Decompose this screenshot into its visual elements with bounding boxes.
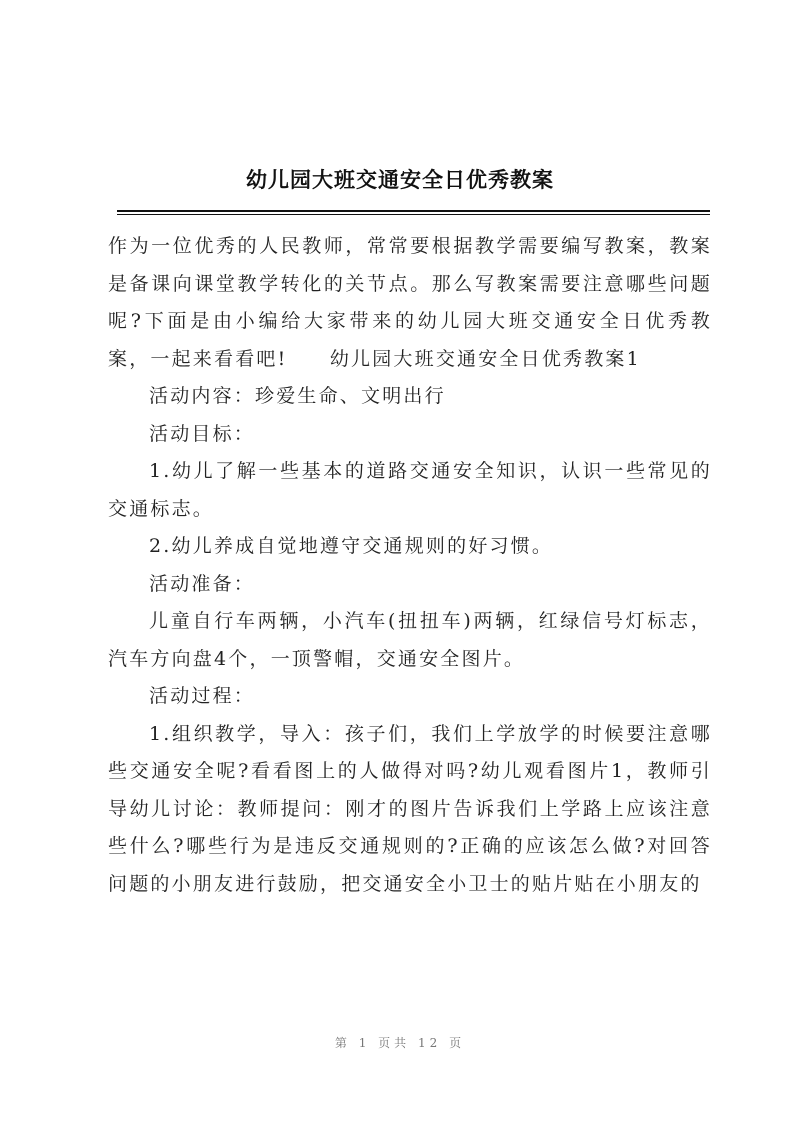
activity-goals-heading: 活动目标： [149,422,256,445]
goal-item-2: 2.幼儿养成自觉地遵守交通规则的好习惯。 [149,535,554,557]
intro-paragraph: 作为一位优秀的人民教师，常常要根据教学需要编写教案，教案是备课向课堂教学转化的关节点。那么写教案需要注意哪些问题呢?下面是由小编给大家带来的幼儿园大班交通安全日优秀教案，一起来看看吧! 幼儿园大班交通安全日优秀教案1 [108,235,712,370]
activity-process-heading: 活动过程： [149,685,256,707]
activity-preparation-heading: 活动准备： [149,572,256,595]
preparation-materials: 儿童自行车两辆，小汽车(扭扭车)两辆，红绿信号灯标志，汽车方向盘4个，一顶警帽，交通安全图片。 [108,610,712,670]
process-step-1: 1.组织教学，导入：孩子们，我们上学放学的时候要注意哪些交通安全呢?看看图上的人做得对吗?幼儿观看图片1，教师引导幼儿讨论：教师提问：刚才的图片告诉我们上学路上应该注意些什么?哪些行为是违反交通规则的?正确的应该怎么做?对回答问题的小朋友进行鼓励，把交通安全小卫士的贴片贴在小朋友的 [108,722,712,895]
document-body [108,228,712,903]
document-title: 幼儿园大班交通安全日优秀教案 [246,168,554,192]
title-divider-thick [117,210,710,212]
goal-item-1: 1.幼儿了解一些基本的道路交通安全知识，认识一些常见的交通标志。 [108,460,712,520]
activity-content: 活动内容：珍爱生命、文明出行 [149,385,446,407]
title-divider-thin [117,214,710,215]
page-footer: 第 1 页共 12 页 [334,1036,466,1050]
